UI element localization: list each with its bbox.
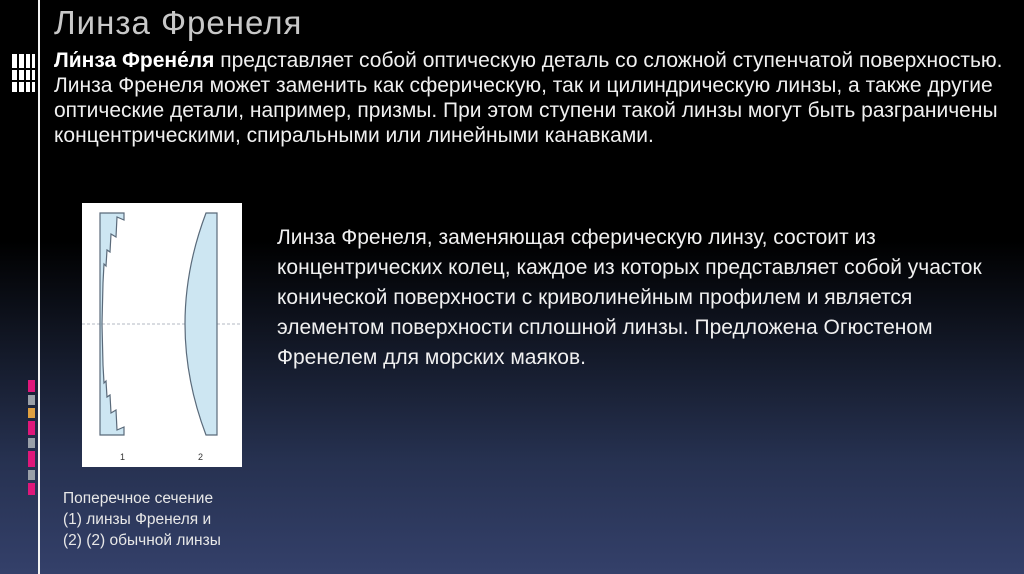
lens-cross-section-figure: [82, 203, 242, 467]
lens-diagram: [82, 203, 242, 467]
intro-term: Ли́нза Френе́ля: [54, 49, 215, 72]
decorative-bars-icon: [12, 52, 36, 94]
figure-caption: [63, 488, 283, 551]
caption-line-1: Поперечное сечение: [63, 490, 214, 507]
decorative-stripes: [28, 380, 35, 498]
caption-line-2: (1) линзы Френеля и: [63, 511, 212, 528]
conventional-lens-profile: [185, 213, 217, 435]
figure-label-1: 1: [120, 452, 126, 462]
body-paragraph: Линза Френеля, заменяющая сферическую линзу, состоит из концентрических колец, каждое из которых представляет собой участок конической поверхности с криволинейным профилем и является элементом поверхности сплошной линзы. Предложена Огюстеном Френелем для морских маяков.: [277, 226, 982, 369]
figure-label-2: 2: [198, 452, 204, 462]
left-border-line: [38, 0, 40, 574]
caption-line-3: (2) (2) обычной линзы: [63, 532, 221, 549]
intro-paragraph: [54, 48, 1014, 148]
slide-title: Линза Френеля: [54, 4, 303, 41]
intro-text: представляет собой оптическую деталь со сложной ступенчатой поверхностью. Линза Френеля может заменить как сферическую, так и цилиндрическую линзы, а также другие оптические детали, например, призмы. При этом ступени такой линзы могут быть разграничены концентрическими, спиральными или линейными канавками.: [54, 49, 1003, 147]
